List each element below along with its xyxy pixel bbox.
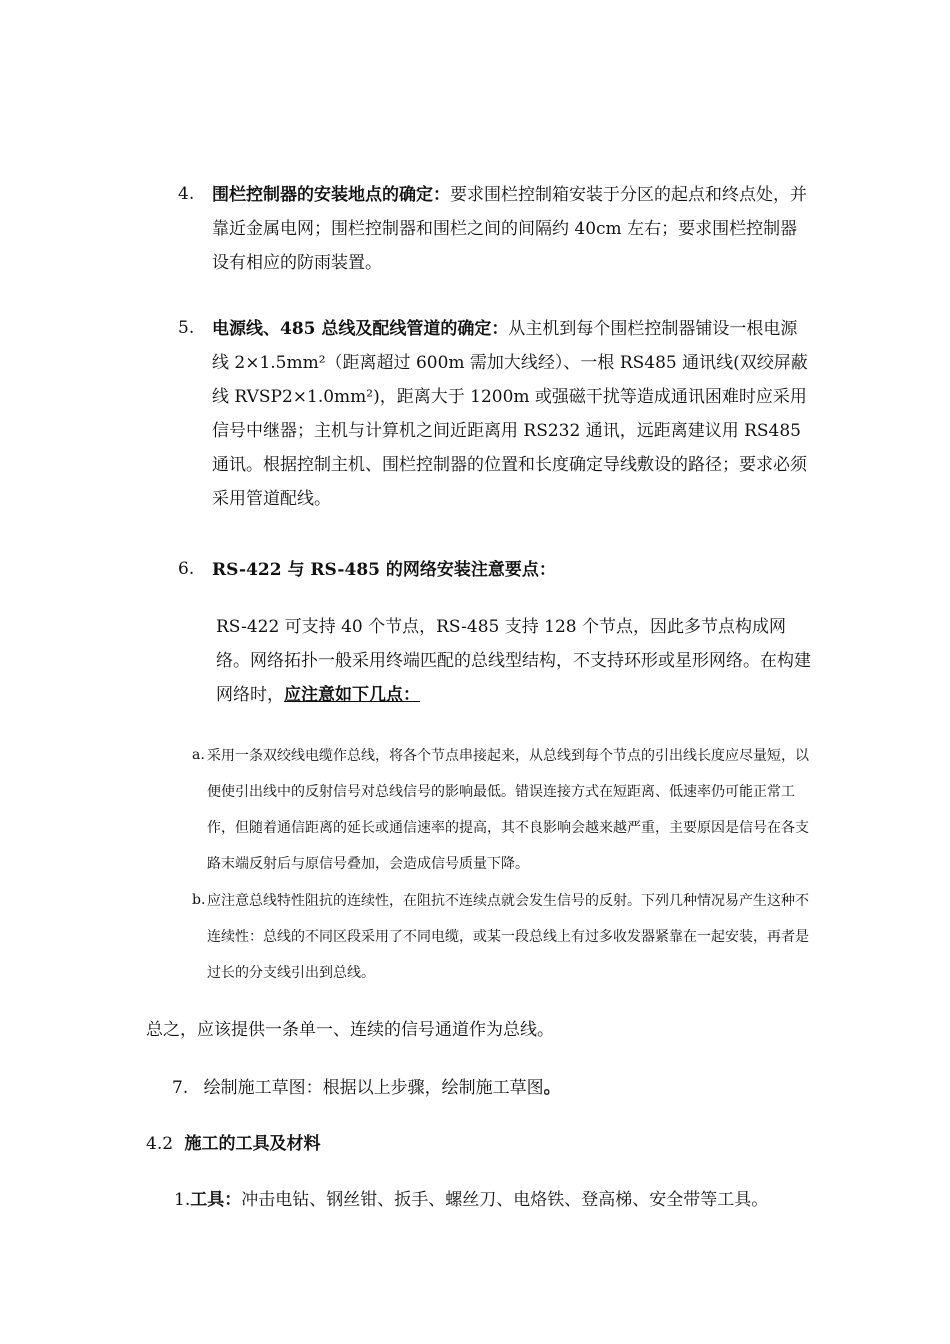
item-number: 4. xyxy=(178,184,195,204)
tools-body: 冲击电钻、钢丝钳、扳手、螺丝刀、电烙铁、登高梯、安全带等工具。 xyxy=(241,1190,769,1210)
section-title: 施工的工具及材料 xyxy=(184,1134,321,1154)
item-number: 5. xyxy=(178,318,195,338)
list-item-4 xyxy=(178,178,814,280)
item6-text: RS-422 可支持 40 个节点，RS-485 支持 128 个节点，因此多节点构成网络。网络拓扑一般采用终端匹配的总线型结构，不支持环形或星形网络。在构建网络时， xyxy=(216,617,811,705)
item6-paragraph xyxy=(216,610,812,712)
section-number: 4.2 xyxy=(146,1134,174,1154)
list-item-6 xyxy=(178,553,814,587)
item-body: 要求围栏控制箱安装于分区的起点和终点处，并靠近金属电网；围栏控制器和围栏之间的间隔约 40cm 左右；要求围栏控制器设有相应的防雨装置。 xyxy=(212,185,807,273)
item6-underline: 应注意如下几点： xyxy=(284,685,420,705)
item-body: 从主机到每个围栏控制器铺设一根电源线 2×1.5mm²（距离超过 600m 需加大线经）、一根 RS485 通讯线(双绞屏蔽线 RVSP2×1.0mm²)，距离大于 1200m 或强磁干扰等造成通讯困难时应采用信号中继器；主机与计算机之间近距离用 RS232 通讯，远距离建议用 RS485 通讯。根据控制主机、围栏控制器的位置和长度确定导线敷设的路径；要求必须采用管道配线。 xyxy=(212,319,808,509)
sub-item-a xyxy=(192,738,812,882)
item-title: 电源线、485 总线及配线管道的确定： xyxy=(212,319,509,339)
sub-item-label: b. xyxy=(192,892,206,908)
list-item-7: 7. 绘制施工草图：根据以上步骤，绘制施工草图。 xyxy=(172,1078,561,1098)
item-number: 6. xyxy=(178,559,195,579)
section-heading xyxy=(146,1127,826,1161)
tools-line xyxy=(174,1183,834,1217)
item-number: 7. xyxy=(172,1078,189,1098)
summary-line: 总之，应该提供一条单一、连续的信号通道作为总线。 xyxy=(146,1020,554,1040)
item-title: 绘制施工草图： xyxy=(203,1078,323,1098)
sub-item-b xyxy=(192,883,812,991)
item-title: RS-422 与 RS-485 的网络安装注意要点： xyxy=(212,560,556,580)
sub-item-label: a. xyxy=(192,747,205,763)
list-item-5 xyxy=(178,312,814,516)
tools-title: 工具： xyxy=(190,1190,242,1210)
tools-number: 1. xyxy=(174,1190,191,1210)
sub-item-text: 应注意总线特性阻抗的连续性，在阻抗不连续点就会发生信号的反射。下列几种情况易产生这种不连续性：总线的不同区段采用了不同电缆，或某一段总线上有过多收发器紧靠在一起安装，再者是过长的分支线引出到总线。 xyxy=(207,893,809,981)
item-title: 围栏控制器的安装地点的确定： xyxy=(212,185,450,205)
item-body: 根据以上步骤，绘制施工草图 xyxy=(322,1078,544,1098)
sub-item-text: 采用一条双绞线电缆作总线，将各个节点串接起来，从总线到每个节点的引出线长度应尽量短，以便使引出线中的反射信号对总线信号的影响最低。错误连接方式在短距离、低速率仍可能正常工作，但随着通信距离的延长或通信速率的提高，其不良影响会越来越严重，主要原因是信号在各支路末端反射后与原信号叠加，会造成信号质量下降。 xyxy=(207,748,809,872)
